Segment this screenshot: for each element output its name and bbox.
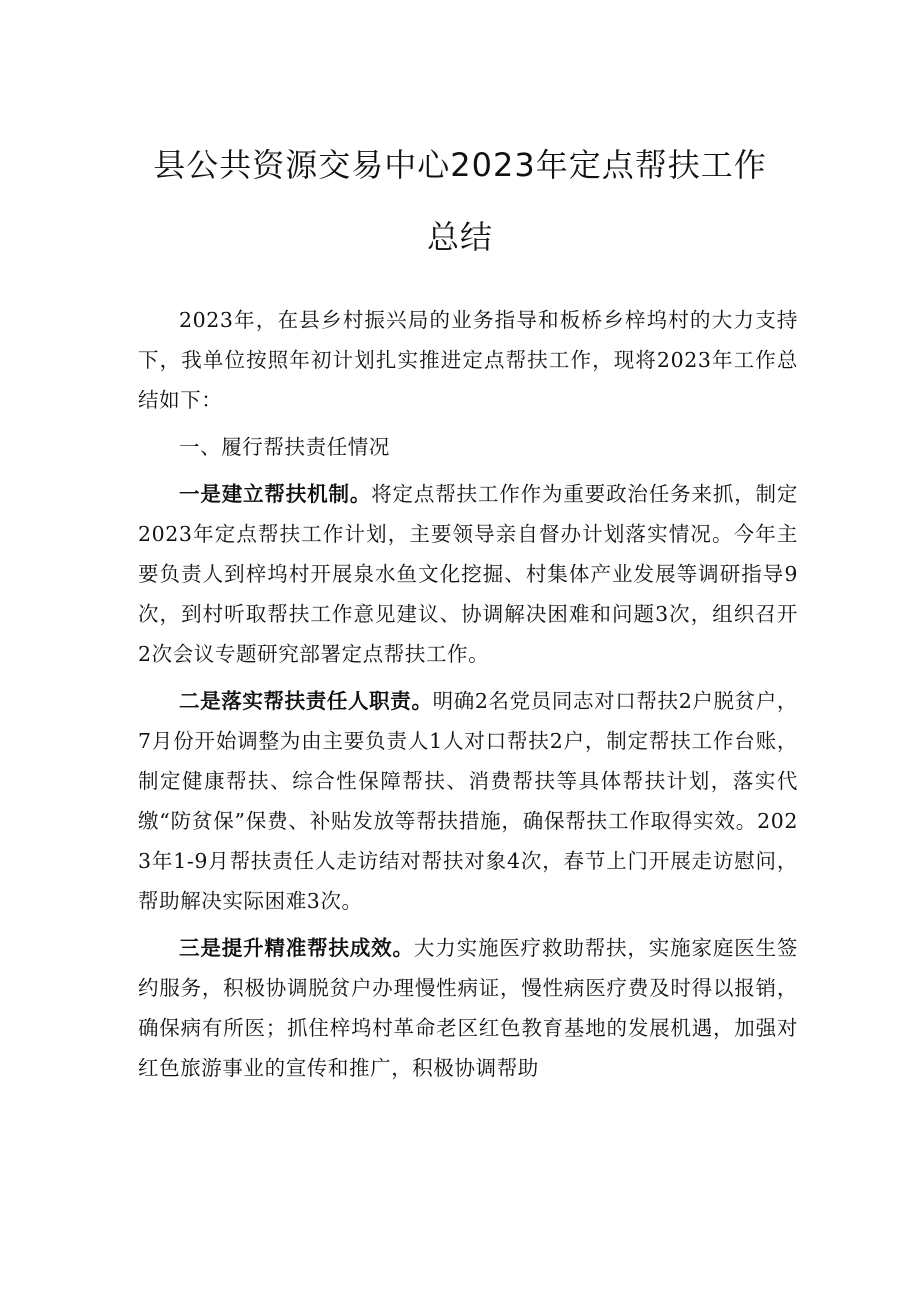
document-title-line2: 总结 [426, 218, 493, 256]
item-lead-2: 二是落实帮扶责任人职责。 [179, 689, 433, 713]
item-lead-3: 三是提升精准帮扶成效。 [179, 936, 414, 960]
intro-paragraph: 2023年，在县乡村振兴局的业务指导和板桥乡梓坞村的大力支持下，我单位按照年初计划扎实推进定点帮扶工作，现将2023年工作总结如下： [138, 308, 798, 412]
document-body [138, 300, 798, 1088]
item-text-3: 大力实施医疗救助帮扶，实施家庭医生签约服务，积极协调脱贫户办理慢性病证，慢性病医疗费及时得以报销，确保病有所医；抓住梓坞村革命老区红色教育基地的发展机遇，加强对红色旅游事业的宣传和推广，积极协调帮助 [138, 936, 798, 1080]
item-text-2: 明确2名党员同志对口帮扶2户脱贫户，7月份开始调整为由主要负责人1人对口帮扶2户，制定帮扶工作台账，制定健康帮扶、综合性保障帮扶、消费帮扶等具体帮扶计划，落实代缴“防贫保”保费、补贴发放等帮扶措施，确保帮扶工作取得实效。2023年1-9月帮扶责任人走访结对帮扶对象4次，春节上门开展走访慰问，帮助解决实际困难3次。 [138, 689, 798, 913]
item-text-1: 将定点帮扶工作作为重要政治任务来抓，制定2023年定点帮扶工作计划，主要领导亲自督办计划落实情况。今年主要负责人到梓坞村开展泉水鱼文化挖掘、村集体产业发展等调研指导9次，到村听取帮扶工作意见建议、协调解决困难和问题3次，组织召开2次会议专题研究部署定点帮扶工作。 [138, 482, 798, 666]
item-lead-1: 一是建立帮扶机制。 [179, 482, 372, 506]
item-paragraph-2 [138, 681, 798, 921]
document-title-line1: 县公共资源交易中心2023年定点帮扶工作 [153, 146, 767, 184]
item-paragraph-3 [138, 928, 798, 1088]
item-paragraph-1 [138, 474, 798, 674]
section-heading: 一、履行帮扶责任情况 [179, 435, 390, 459]
